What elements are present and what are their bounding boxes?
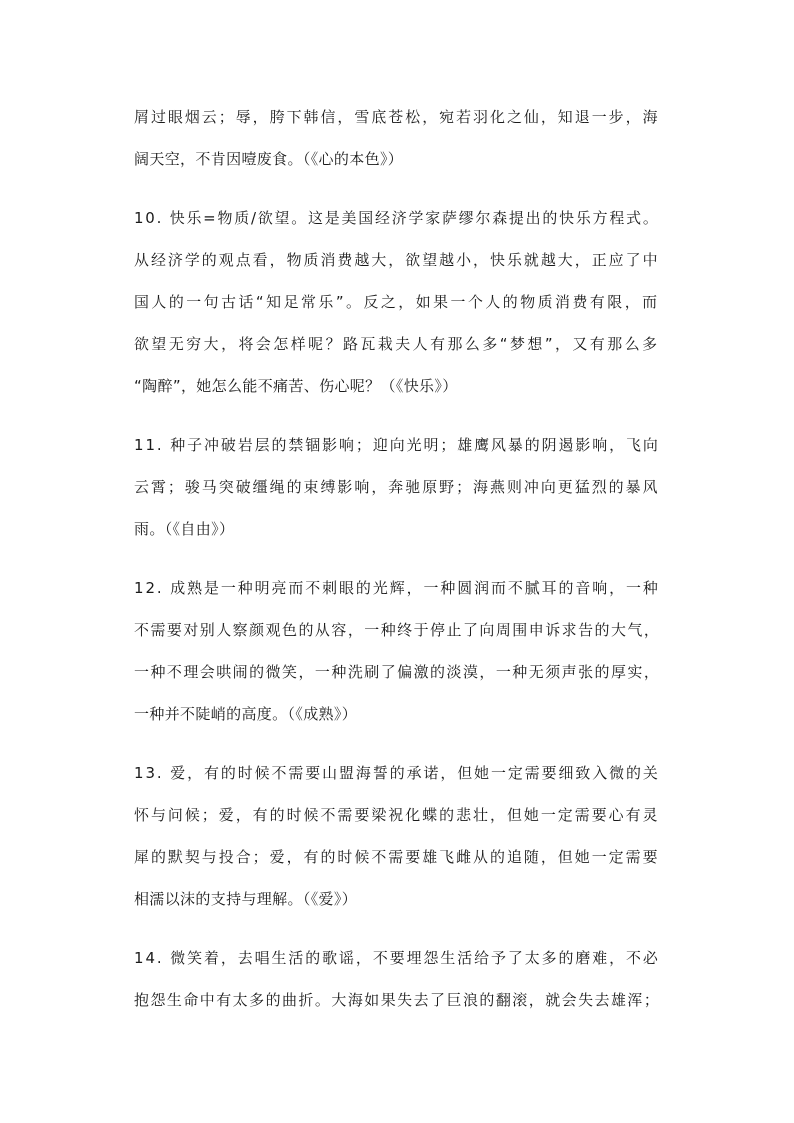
text-line: 抱怨生命中有太多的曲折。大海如果失去了巨浪的翻滚，就会失去雄浑； — [134, 991, 661, 1009]
text-line: 欲望无穷大，将会怎样呢？路瓦栽夫人有那么多“梦想”，又有那么多 — [134, 335, 660, 353]
text-line: 11. 种子冲破岩层的禁锢影响；迎向光明；雄鹰风暴的阴遏影响，飞向 — [134, 436, 660, 454]
text-line: 12. 成熟是一种明亮而不刺眼的光辉，一种圆润而不腻耳的音响，一种 — [134, 579, 660, 597]
text-line: 相濡以沫的支持与理解。（《爱》） — [134, 890, 358, 908]
text-line: 一种并不陡峭的高度。（《成熟》） — [134, 705, 358, 723]
text-line: 14. 微笑着，去唱生活的歌谣，不要埋怨生活给予了太多的磨难，不必 — [134, 949, 660, 967]
text-line: 从经济学的观点看，物质消费越大，欲望越小，快乐就越大，正应了中 — [134, 251, 660, 269]
text-line: 犀的默契与投合；爱，有的时候不需要雄飞雌从的追随，但她一定需要 — [134, 848, 660, 866]
text-line: 13. 爱，有的时候不需要山盟海誓的承诺，但她一定需要细致入微的关 — [134, 764, 660, 782]
text-line: “陶醉”，她怎么能不痛苦、伤心呢？（《快乐》） — [134, 377, 458, 395]
text-line: 10. 快乐=物质/欲望。这是美国经济学家萨缪尔森提出的快乐方程式。 — [134, 209, 660, 227]
text-line: 雨。（《自由》） — [134, 520, 235, 538]
text-line: 云霄；骏马突破缰绳的束缚影响，奔驰原野；海燕则冲向更猛烈的暴风 — [134, 478, 660, 496]
text-line: 屑过眼烟云；辱，胯下韩信，雪底苍松，宛若羽化之仙，知退一步，海 — [134, 108, 660, 126]
text-line: 怀与问候；爱，有的时候不需要梁祝化蝶的悲壮，但她一定需要心有灵 — [134, 806, 660, 824]
text-line: 国人的一句古话“知足常乐”。反之，如果一个人的物质消费有限，而 — [134, 293, 660, 311]
text-line: 一种不理会哄闹的微笑，一种洗刷了偏激的淡漠，一种无须声张的厚实， — [134, 663, 661, 681]
text-line: 阔天空，不肯因噎废食。（《心的本色》） — [134, 150, 404, 168]
text-line: 不需要对别人察颜观色的从容，一种终于停止了向周围申诉求告的大气， — [134, 621, 661, 639]
